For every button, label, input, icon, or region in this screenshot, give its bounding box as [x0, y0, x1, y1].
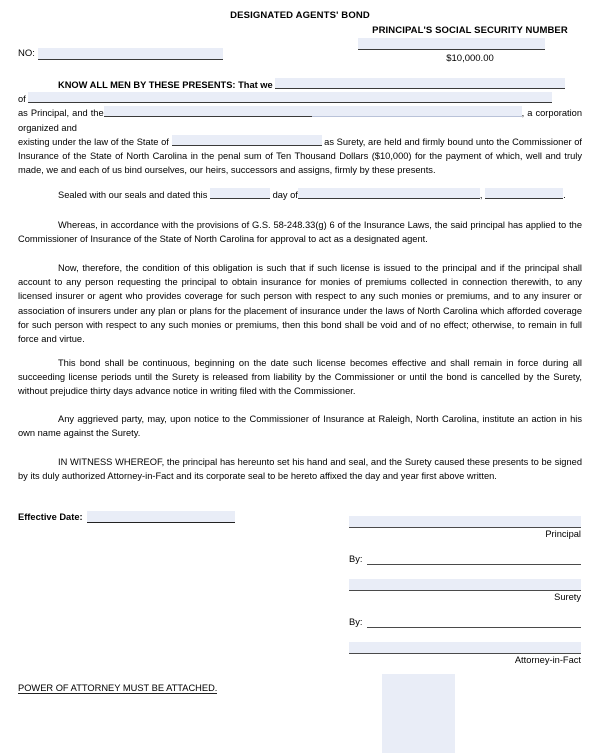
principal-by-input[interactable]	[367, 554, 581, 565]
effective-date-row	[18, 511, 235, 523]
surety-by-label: By:	[349, 617, 363, 627]
body-text-continuous	[18, 356, 582, 412]
now-therefore-text: Now, therefore, the condition of this obligation is such that if such license is issued to the principal and if the principal shall account to any person requesting the principal to obtain insurance for monies of premiums collected in connection therewith, to any licensed insurer or agent who provides coverage for such person with respect to any such monies or premiums, and to any insurer or association of insurers under any plan or plans for the placement of insurance under the laws of North Carolina which afforded coverage for such person with respect to any such monies or premiums, then this bond shall be void and of no effect; otherwise, to remain in full force and virtue.	[18, 263, 582, 345]
continuous-text: This bond shall be continuous, beginning on the date such license becomes effective and shall remain in force during all succeeding license periods until the Surety is released from liability by the Commissioner or until the bond is cancelled by the Surety, without prejudice thirty days advance notice in writing filed with the Commissioner.	[18, 358, 582, 397]
body-text-sealed	[18, 188, 582, 202]
body-text-upper	[18, 78, 582, 190]
body-text-now-therefore	[18, 261, 582, 359]
surety-by-input[interactable]	[367, 617, 581, 628]
attorney-signature-input[interactable]	[349, 642, 581, 654]
as-principal-label: as Principal, and the	[18, 108, 104, 119]
signature-spacer-2	[349, 628, 581, 642]
whereas-text: Whereas, in accordance with the provisions of G.S. 58-248.33(g) 6 of the Insurance Laws, the said principal has applied to the Commissioner of Insurance of the State of North Carolina for approval to act as a designated agent.	[18, 220, 582, 245]
body-text-aggrieved	[18, 412, 582, 453]
bond-amount-value: $10,000.00	[446, 53, 494, 64]
effective-date-label: Effective Date:	[18, 512, 83, 522]
paragraph-whereas	[18, 218, 582, 246]
principal-address-input[interactable]	[28, 92, 552, 103]
surety-signature-input[interactable]	[349, 579, 581, 591]
paragraph-now-therefore	[18, 261, 582, 346]
page-title: DESIGNATED AGENTS' BOND	[230, 10, 370, 21]
principal-signature-input[interactable]	[349, 516, 581, 528]
surety-by-row	[349, 616, 581, 628]
principal-by-row	[349, 553, 581, 565]
corporation-organized-label: , a corporation organized and	[18, 108, 582, 133]
as-surety-label: as Surety, are held and firmly bound unto the	[324, 136, 510, 147]
paragraph-witness	[18, 455, 582, 483]
attorney-signature-label: Attorney-in-Fact	[514, 655, 581, 665]
surety-signature-label: Surety	[554, 592, 581, 602]
existing-law-label: existing under the law of the State of	[18, 136, 169, 147]
paragraph-aggrieved	[18, 412, 582, 440]
aggrieved-text: Any aggrieved party, may, upon notice to the Commissioner of Insurance at Raleigh, North Carolina, institute an action in his own name against the Surety.	[18, 414, 582, 439]
penal-sum-text: Commissioner of Insurance of the State of North Carolina in the penal sum of Ten Thousand Dollars ($10,000) for the payment of which, well and truly made, we and each of us bind ourselves, our heirs, successors and assigns, firmly by these presents.	[18, 136, 582, 176]
surety-name-input-ext[interactable]	[312, 106, 522, 117]
paragraph-continuous	[18, 356, 582, 399]
bond-number-label: NO:	[18, 48, 35, 59]
know-all-men-lead: KNOW ALL MEN BY THESE PRESENTS: That we	[58, 80, 273, 90]
sealed-lead: Sealed with our seals and dated this	[58, 190, 208, 200]
state-of-incorporation-input[interactable]	[172, 135, 322, 146]
principal-by-label: By:	[349, 554, 363, 564]
bond-number-row	[18, 48, 223, 60]
principal-signature-label: Principal	[545, 529, 581, 539]
seal-day-input[interactable]	[210, 188, 270, 199]
body-text-whereas	[18, 218, 582, 259]
paragraph-sealed	[18, 188, 582, 202]
ssn-input[interactable]	[358, 38, 545, 50]
of-label: of	[18, 94, 26, 105]
signature-block	[349, 516, 581, 665]
effective-date-input[interactable]	[87, 511, 235, 523]
sealed-period: .	[563, 190, 566, 200]
body-text-witness	[18, 455, 582, 496]
signature-spacer-1	[349, 565, 581, 579]
surety-name-input[interactable]	[104, 106, 312, 117]
bond-number-input[interactable]	[38, 48, 223, 60]
sealed-comma: ,	[479, 190, 483, 200]
paragraph-know-all-men	[18, 78, 582, 177]
witness-text: IN WITNESS WHEREOF, the principal has hereunto set his hand and seal, and the Surety caused these presents to be signed by its duly authorized Attorney-in-Fact and its corporate seal to be hereto affixed the day and year first above written.	[18, 457, 582, 482]
day-of-label: day of	[272, 190, 298, 200]
seal-month-input[interactable]	[298, 188, 480, 199]
ssn-field-label: PRINCIPAL'S SOCIAL SECURITY NUMBER	[372, 25, 568, 36]
corporate-seal-box[interactable]	[382, 674, 455, 753]
principal-name-input[interactable]	[275, 78, 565, 89]
seal-year-input[interactable]	[485, 188, 563, 199]
power-of-attorney-note: POWER OF ATTORNEY MUST BE ATTACHED.	[18, 683, 218, 693]
